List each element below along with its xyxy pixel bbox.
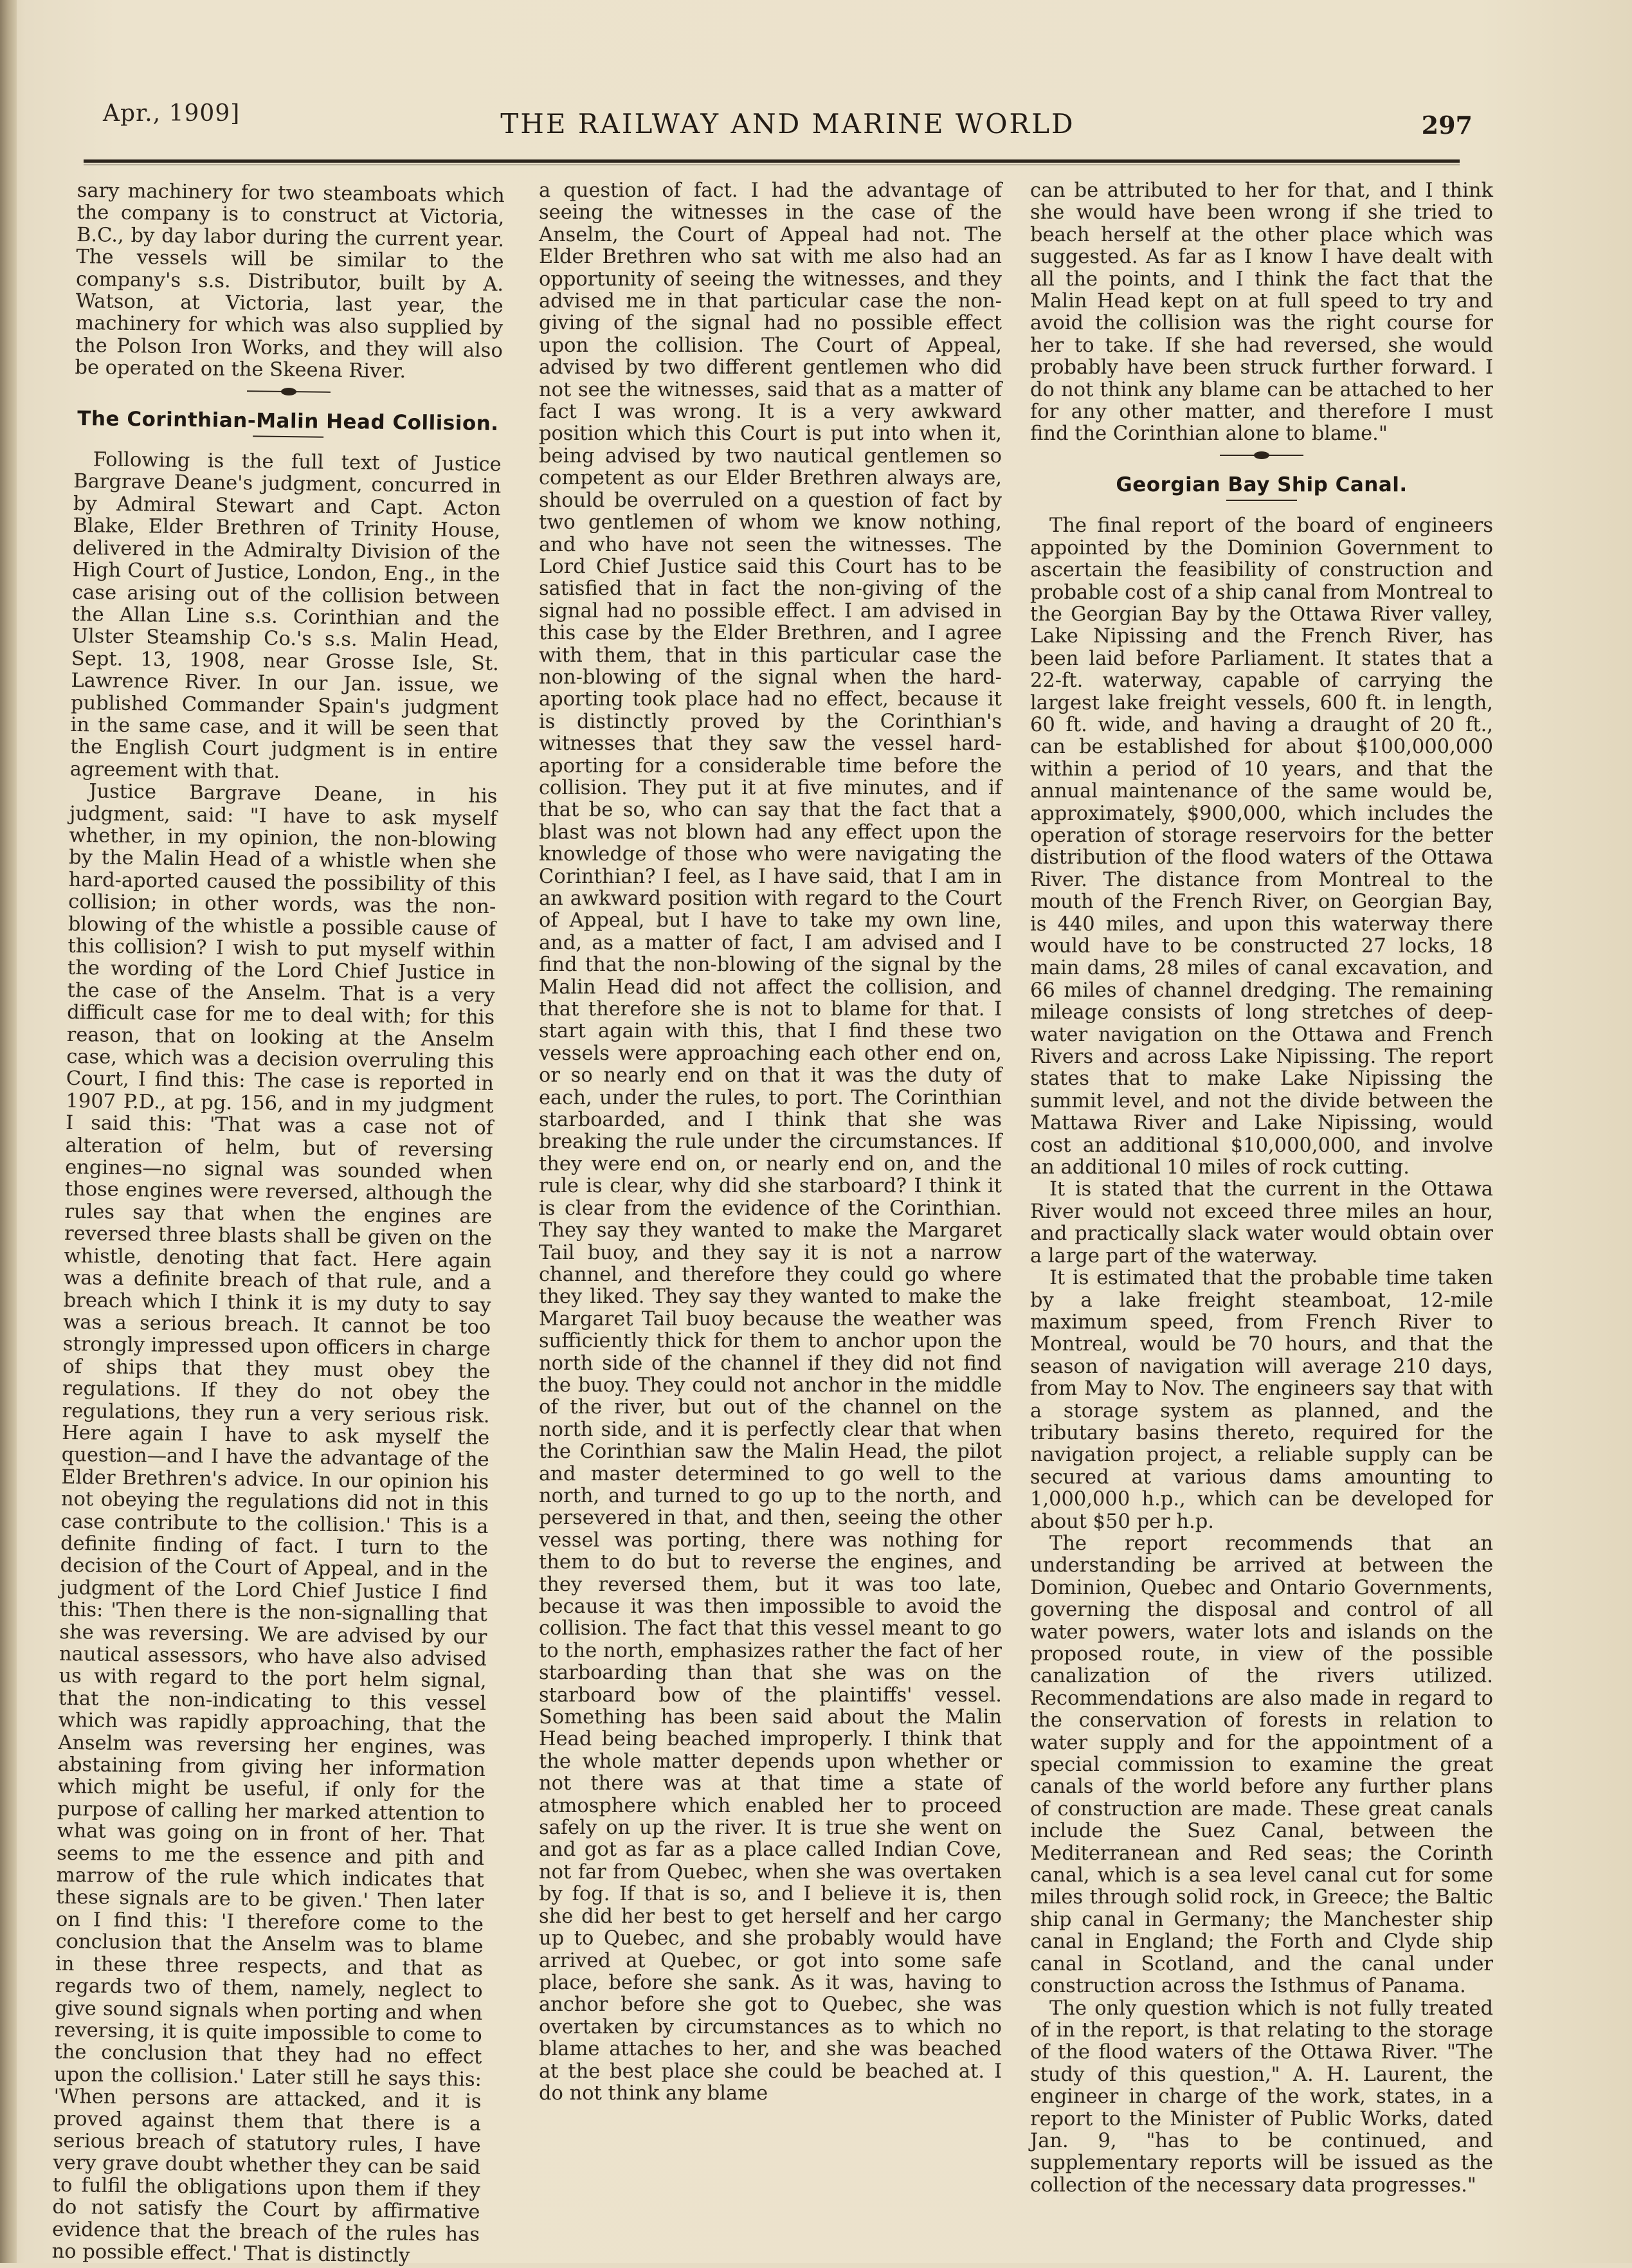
- header-date: Apr., 1909]: [103, 100, 240, 127]
- column-1: [51, 180, 505, 2268]
- page-number: 297: [1421, 111, 1473, 140]
- column-3: [1030, 180, 1493, 2197]
- article-paragraph: Following is the full text of Justice Bargrave Deane's judgment, concurred in by Admiral Stewart and Capt. Acton Blake, Elder Brethren of Trinity House, delivered in the Admiralty Division of the High Court of Justice, London, Eng., in the case arising out of the collision between the Allan Line s.s. Corinthian and the Ulster Steamship Co.'s s.s. Malin Head, Sept. 13, 1908, near Grosse Isle, St. Lawrence River. In our Jan. issue, we published Commander Spain's judgment in the same case, and it will be seen that the English Court judgment is in entire agreement with that.: [69, 448, 502, 783]
- section-divider: [246, 386, 330, 397]
- title-rule: [1226, 500, 1297, 501]
- article-paragraph: The report recommends that an understanding be arrived at between the Dominion, Quebec and Ontario Governments, governing the disposal and control of all water powers, water lots and islands on the proposed route, in view of the possible canalization of the rivers utilized. Recommendations are also made in regard to the conservation of forests in relation to water supply and for the appointment of a special commission to examine the great canals of the world before any further plans of construction are made. These great canals include the Suez Canal, between the Mediterranean and Red seas; the Corinth canal, which is a sea level canal cut for some miles through solid rock, in Greece; the Baltic ship canal in Germany; the Manchester ship canal in England; the Forth and Clyde ship canal in Scotland, and the canal under construction across the Isthmus of Panama.: [1030, 1532, 1493, 1998]
- article-paragraph: The final report of the board of engineers appointed by the Dominion Government to ascertain the feasibility of construction and probable cost of a ship canal from Montreal to the Georgian Bay by the Ottawa River valley, Lake Nipissing and the French River, has been laid before Parliament. It states that a 22-ft. waterway, capable of carrying the largest lake freight vessels, 600 ft. in length, 60 ft. wide, and having a draught of 20 ft., can be established for about $100,000,000 within a period of 10 years, and that the annual maintenance of the same would be, approximately, $900,000, which includes the operation of storage reservoirs for the better distribution of the flood waters of the Ottawa River. The distance from Montreal to the mouth of the French River, on Georgian Bay, is 440 miles, and upon this waterway there would have to be constructed 27 locks, 18 main dams, 28 miles of canal excavation, and 66 miles of channel dredging. The remaining mileage consists of long stretches of deep-water navigation on the Ottawa and French Rivers and across Lake Nipissing. The report states that to make Lake Nipissing the summit level, and not the divide between the Mattawa River and Lake Nipissing, would cost an additional $10,000,000, and involve an additional 10 miles of rock cutting.: [1030, 514, 1493, 1179]
- article-paragraph: Justice Bargrave Deane, in his judgment, said: "I have to ask myself whether, in my opinion, the non-blowing by the Malin Head of a whistle when she hard-aported caused the possibility of this collision; in other words, was the non-blowing of the whistle a possible cause of this collision? I wish to put myself within the wording of the Lord Chief Justice in the case of the Anselm. That is a very difficult case for me to deal with; for this reason, that on looking at the Anselm case, which was a decision overruling this Court, I find this: The case is reported in 1907 P.D., at pg. 156, and in my judgment I said this: 'That was a case not of alteration of helm, but of reversing engines—no signal was sounded when those engines were reversed, although the rules say that when the engines are reversed three blasts shall be given on the whistle, denoting that fact. Here again was a definite breach of that rule, and a breach which I think it is my duty to say was a serious breach. It cannot be too strongly impressed upon officers in charge of ships that they must obey the regulations. If they do not obey the regulations, they run a very serious risk. Here again I have to ask myself the question—and I have the advantage of the Elder Brethren's advice. In our opinion his not obeying the regulations did not in this case contribute to the collision.' This is a definite finding of fact. I turn to the decision of the Court of Appeal, and in the judgment of the Lord Chief Justice I find this: 'Then there is the non-signalling that she was reversing. We are advised by our nautical assessors, who have also advised us with regard to the port helm signal, that the non-indicating to this vessel which was rapidly approaching, that the Anselm was reversing her engines, was abstaining from giving her information which might be useful, if only for the purpose of calling her marked attention to what was going on in front of her. That seems to me the essence and pith and marrow of the rule which indicates that these signals are to be given.' Then later on I find this: 'I therefore come to the conclusion that the Anselm was to blame in these three respects, and that as regards two of them, namely, neglect to give sound signals when porting and when reversing, it is quite impossible to come to the conclusion that they had no effect upon the collision.' Later still he says this: 'When persons are attacked, and it is proved against them that there is a serious breach of statutory rules, I have very grave doubt whether they can be said to fulfil the obligations upon them if they do not satisfy the Court by affirmative evidence that the breach of the rules has no possible effect.' That is distinctly: [51, 780, 498, 2267]
- article-paragraph: The only question which is not fully treated of in the report, is that relating to the storage of the flood waters of the Ottawa River. "The study of this question," A. H. Laurent, the engineer in charge of the work, states, in a report to the Minister of Public Works, dated Jan. 9, "has to be continued, and supplementary reports will be issued as the collection of the necessary data progresses.": [1030, 1997, 1493, 2197]
- page-binding-edge: [0, 0, 17, 2263]
- column-2: [539, 180, 1002, 2105]
- section-divider: [1220, 451, 1303, 460]
- page-header: [96, 96, 1479, 148]
- continued-paragraph: a question of fact. I had the advantage of seeing the witnesses in the case of the Anselm, the Court of Appeal had not. The Elder Brethren who sat with me also had an opportunity of seeing the witnesses, and they advised me in that particular case the non-giving of the signal had no possible effect upon the collision. The Court of Appeal, advised by two different gentlemen who did not see the witnesses, said that as a matter of fact I was wrong. It is a very awkward position which this Court is put into when it, being advised by two nautical gentlemen so competent as our Elder Brethren always are, should be overruled on a question of fact by two gentlemen of whom we know nothing, and who have not seen the witnesses. The Lord Chief Justice said this Court has to be satisfied that in fact the non-giving of the signal had no possible effect. I am advised in this case by the Elder Brethren, and I agree with them, that in this particular case the non-blowing of the signal when the hard-aporting took place had no effect, because it is distinctly proved by the Corinthian's witnesses that they saw the vessel hard-aporting for a considerable time before the collision. They put it at five minutes, and if that be so, who can say that the fact that a blast was not blown had any effect upon the knowledge of those who were navigating the Corinthian? I feel, as I have said, that I am in an awkward position with regard to the Court of Appeal, but I have to take my own line, and, as a matter of fact, I am advised and I find that the non-blowing of the signal by the Malin Head did not affect the collision, and that therefore she is not to blame for that. I start again with this, that I find these two vessels were approaching each other end on, or so nearly end on that it was the duty of each, under the rules, to port. The Corinthian starboarded, and I think that she was breaking the rule under the circumstances. If they were end on, or nearly end on, and the rule is clear, why did she starboard? I think it is clear from the evidence of the Corinthian. They say they wanted to make the Margaret Tail buoy, and they say it is not a narrow channel, and therefore they could go where they liked. They say they wanted to make the Margaret Tail buoy because the weather was sufficiently thick for them to anchor upon the north side of the channel if they did not find the buoy. They could not anchor in the middle of the river, but out of the channel on the north side, and it is perfectly clear that when the Corinthian saw the Malin Head, the pilot and master determined to go well to the north, and turned to go up to the north, and persevered in that, and then, seeing the other vessel was porting, there was nothing for them to do but to reverse the engines, and they reversed them, but it was too late, because it was then impossible to avoid the collision. The fact that this vessel meant to go to the north, emphasizes rather the fact of her starboarding than that she was on the starboard bow of the plaintiffs' vessel. Something has been said about the Malin Head being beached improperly. I think that the whole matter depends upon whether or not there was at that time a state of atmosphere which enabled her to proceed safely on up the river. It is true she went on and got as far as a place called Indian Cove, not far from Quebec, when she was overtaken by fog. If that is so, and I believe it is, then she did her best to get herself and her cargo up to Quebec, and she probably would have arrived at Quebec, or got into some safe place, before she sank. As it was, having to anchor before she got to Quebec, she was overtaken by circumstances as to which no blame attaches to her, and she was beached at the best place she could be beached at. I do not think any blame: [539, 179, 1002, 2105]
- article-paragraph: It is stated that the current in the Ottawa River would not exceed three miles an hour, and practically slack water would obtain over a large part of the waterway.: [1030, 1178, 1493, 1267]
- article-paragraph: It is estimated that the probable time taken by a lake freight steamboat, 12-mile maximum speed, from French River to Montreal, would be 70 hours, and that the season of navigation will average 210 days, from May to Nov. The engineers say that with a storage system as planned, and the tributary basins thereto, required for the navigation project, a reliable supply can be secured at various dams amounting to 1,000,000 h.p., which can be developed for about $50 per h.p.: [1030, 1267, 1493, 1533]
- title-rule: [253, 435, 323, 437]
- continued-paragraph: can be attributed to her for that, and I think she would have been wrong if she tried to beach herself at the other place which was suggested. As far as I know I have dealt with all the points, and I think the fact that the Malin Head kept on at full speed to try and avoid the collision was the right course for her to take. If she had reversed, she would probably have been struck further forward. I do not think any blame can be attached to her for any other matter, and therefore I must find the Corinthian alone to blame.": [1030, 179, 1493, 446]
- article-title-georgian-bay: Georgian Bay Ship Canal.: [1116, 473, 1408, 496]
- header-title: THE RAILWAY AND MARINE WORLD: [500, 108, 1075, 140]
- header-rule-thick: [84, 159, 1460, 163]
- article-title-corinthian: The Corinthian-Malin Head Collision.: [77, 406, 499, 435]
- continued-paragraph: sary machinery for two steamboats which the company is to construct at Victoria, B.C., by day labor during the current year. The vessels will be similar to the company's s.s. Distributor, built by A. Watson, at Victoria, last year, the machinery for which was also supplied by the Polson Iron Works, and they will also be operated on the Skeena River.: [75, 179, 505, 383]
